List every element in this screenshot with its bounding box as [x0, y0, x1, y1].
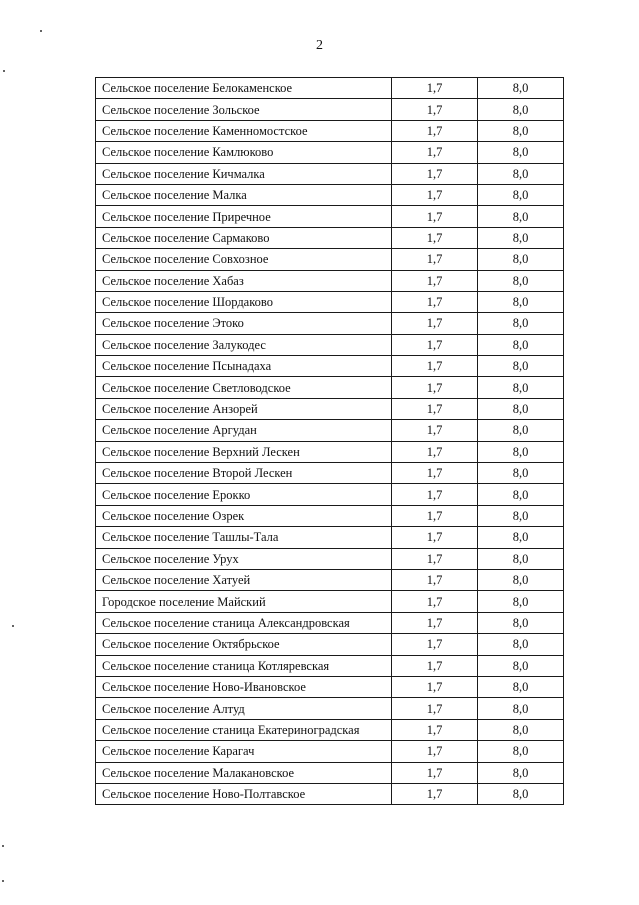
- value-1-cell: 1,7: [392, 120, 478, 141]
- value-2-cell: 8,0: [478, 698, 564, 719]
- settlement-name-cell: Сельское поселение Совхозное: [96, 249, 392, 270]
- settlement-name-cell: Сельское поселение Урух: [96, 548, 392, 569]
- value-1-cell: 1,7: [392, 356, 478, 377]
- value-1-cell: 1,7: [392, 184, 478, 205]
- value-1-cell: 1,7: [392, 313, 478, 334]
- value-1-cell: 1,7: [392, 99, 478, 120]
- scan-speck: [2, 880, 4, 882]
- value-2-cell: 8,0: [478, 484, 564, 505]
- table-row: [96, 420, 564, 441]
- settlement-name-cell: Сельское поселение Ново-Полтавское: [96, 783, 392, 804]
- settlement-name-cell: Сельское поселение Светловодское: [96, 377, 392, 398]
- scan-speck: [3, 70, 5, 72]
- value-1-cell: 1,7: [392, 270, 478, 291]
- settlement-name-cell: Сельское поселение Ерокко: [96, 484, 392, 505]
- settlement-name-cell: Сельское поселение станица Екатериноградская: [96, 719, 392, 740]
- value-2-cell: 8,0: [478, 184, 564, 205]
- table-row: [96, 569, 564, 590]
- value-2-cell: 8,0: [478, 612, 564, 633]
- table-row: [96, 762, 564, 783]
- table-row: [96, 270, 564, 291]
- value-1-cell: 1,7: [392, 505, 478, 526]
- value-1-cell: 1,7: [392, 441, 478, 462]
- value-1-cell: 1,7: [392, 227, 478, 248]
- table-row: [96, 334, 564, 355]
- value-2-cell: 8,0: [478, 762, 564, 783]
- settlements-table: [95, 77, 564, 805]
- settlement-name-cell: Сельское поселение Залукодес: [96, 334, 392, 355]
- settlement-name-cell: Сельское поселение Малакановское: [96, 762, 392, 783]
- value-2-cell: 8,0: [478, 741, 564, 762]
- settlement-name-cell: Сельское поселение Хабаз: [96, 270, 392, 291]
- value-2-cell: 8,0: [478, 163, 564, 184]
- value-1-cell: 1,7: [392, 591, 478, 612]
- table-row: [96, 741, 564, 762]
- table-row: [96, 698, 564, 719]
- settlement-name-cell: Сельское поселение Зольское: [96, 99, 392, 120]
- table-row: [96, 676, 564, 697]
- value-1-cell: 1,7: [392, 398, 478, 419]
- settlement-name-cell: Сельское поселение Псынадаха: [96, 356, 392, 377]
- settlement-name-cell: Сельское поселение Сармаково: [96, 227, 392, 248]
- settlement-name-cell: Сельское поселение Приречное: [96, 206, 392, 227]
- value-1-cell: 1,7: [392, 163, 478, 184]
- value-2-cell: 8,0: [478, 78, 564, 99]
- settlement-name-cell: Сельское поселение Ново-Ивановское: [96, 676, 392, 697]
- settlement-name-cell: Сельское поселение Озрек: [96, 505, 392, 526]
- table-row: [96, 227, 564, 248]
- table-row: [96, 206, 564, 227]
- table-row: [96, 356, 564, 377]
- settlement-name-cell: Сельское поселение Второй Лескен: [96, 463, 392, 484]
- table-row: [96, 612, 564, 633]
- table-row: [96, 142, 564, 163]
- value-1-cell: 1,7: [392, 249, 478, 270]
- settlement-name-cell: Сельское поселение Малка: [96, 184, 392, 205]
- value-2-cell: 8,0: [478, 420, 564, 441]
- value-1-cell: 1,7: [392, 484, 478, 505]
- table-row: [96, 184, 564, 205]
- value-1-cell: 1,7: [392, 420, 478, 441]
- value-1-cell: 1,7: [392, 719, 478, 740]
- value-2-cell: 8,0: [478, 313, 564, 334]
- value-2-cell: 8,0: [478, 334, 564, 355]
- page-number: 2: [316, 38, 323, 53]
- value-1-cell: 1,7: [392, 78, 478, 99]
- table-row: [96, 249, 564, 270]
- value-1-cell: 1,7: [392, 291, 478, 312]
- value-1-cell: 1,7: [392, 334, 478, 355]
- settlement-name-cell: Сельское поселение Октябрьское: [96, 634, 392, 655]
- settlement-name-cell: Сельское поселение Аргудан: [96, 420, 392, 441]
- table-row: [96, 505, 564, 526]
- value-1-cell: 1,7: [392, 762, 478, 783]
- value-2-cell: 8,0: [478, 655, 564, 676]
- value-2-cell: 8,0: [478, 99, 564, 120]
- settlement-name-cell: Сельское поселение Кичмалка: [96, 163, 392, 184]
- table-row: [96, 527, 564, 548]
- value-2-cell: 8,0: [478, 356, 564, 377]
- value-2-cell: 8,0: [478, 505, 564, 526]
- value-2-cell: 8,0: [478, 676, 564, 697]
- table-row: [96, 548, 564, 569]
- settlement-name-cell: Сельское поселение станица Котляревская: [96, 655, 392, 676]
- value-2-cell: 8,0: [478, 527, 564, 548]
- settlement-name-cell: Сельское поселение Шордаково: [96, 291, 392, 312]
- value-1-cell: 1,7: [392, 527, 478, 548]
- table-row: [96, 719, 564, 740]
- value-2-cell: 8,0: [478, 291, 564, 312]
- settlement-name-cell: Сельское поселение Верхний Лескен: [96, 441, 392, 462]
- value-1-cell: 1,7: [392, 206, 478, 227]
- value-1-cell: 1,7: [392, 783, 478, 804]
- value-2-cell: 8,0: [478, 120, 564, 141]
- value-2-cell: 8,0: [478, 142, 564, 163]
- value-1-cell: 1,7: [392, 612, 478, 633]
- value-1-cell: 1,7: [392, 463, 478, 484]
- settlement-name-cell: Сельское поселение станица Александровская: [96, 612, 392, 633]
- settlement-name-cell: Сельское поселение Карагач: [96, 741, 392, 762]
- table-row: [96, 783, 564, 804]
- table-row: [96, 291, 564, 312]
- table-row: [96, 463, 564, 484]
- table-row: [96, 78, 564, 99]
- value-2-cell: 8,0: [478, 249, 564, 270]
- value-2-cell: 8,0: [478, 206, 564, 227]
- table-row: [96, 484, 564, 505]
- value-2-cell: 8,0: [478, 377, 564, 398]
- table-row: [96, 99, 564, 120]
- value-1-cell: 1,7: [392, 142, 478, 163]
- settlement-name-cell: Сельское поселение Хатуей: [96, 569, 392, 590]
- settlement-name-cell: Сельское поселение Каменномостское: [96, 120, 392, 141]
- table-row: [96, 120, 564, 141]
- settlement-name-cell: Сельское поселение Этоко: [96, 313, 392, 334]
- settlement-name-cell: Городское поселение Майский: [96, 591, 392, 612]
- value-2-cell: 8,0: [478, 548, 564, 569]
- value-2-cell: 8,0: [478, 441, 564, 462]
- table-row: [96, 591, 564, 612]
- settlement-name-cell: Сельское поселение Анзорей: [96, 398, 392, 419]
- settlement-name-cell: Сельское поселение Алтуд: [96, 698, 392, 719]
- value-2-cell: 8,0: [478, 783, 564, 804]
- table-row: [96, 398, 564, 419]
- value-2-cell: 8,0: [478, 591, 564, 612]
- table-row: [96, 377, 564, 398]
- value-2-cell: 8,0: [478, 634, 564, 655]
- value-1-cell: 1,7: [392, 698, 478, 719]
- scan-speck: [2, 845, 4, 847]
- value-2-cell: 8,0: [478, 719, 564, 740]
- table-row: [96, 441, 564, 462]
- scan-speck: [12, 625, 14, 627]
- value-2-cell: 8,0: [478, 463, 564, 484]
- scan-speck: [40, 30, 42, 32]
- value-2-cell: 8,0: [478, 569, 564, 590]
- value-1-cell: 1,7: [392, 634, 478, 655]
- value-1-cell: 1,7: [392, 377, 478, 398]
- value-2-cell: 8,0: [478, 270, 564, 291]
- value-2-cell: 8,0: [478, 227, 564, 248]
- settlement-name-cell: Сельское поселение Камлюково: [96, 142, 392, 163]
- table-body: [96, 78, 564, 805]
- value-1-cell: 1,7: [392, 655, 478, 676]
- table-row: [96, 634, 564, 655]
- value-1-cell: 1,7: [392, 741, 478, 762]
- table-row: [96, 163, 564, 184]
- table-row: [96, 655, 564, 676]
- value-1-cell: 1,7: [392, 569, 478, 590]
- value-1-cell: 1,7: [392, 676, 478, 697]
- settlement-name-cell: Сельское поселение Ташлы-Тала: [96, 527, 392, 548]
- settlement-name-cell: Сельское поселение Белокаменское: [96, 78, 392, 99]
- value-1-cell: 1,7: [392, 548, 478, 569]
- table-row: [96, 313, 564, 334]
- value-2-cell: 8,0: [478, 398, 564, 419]
